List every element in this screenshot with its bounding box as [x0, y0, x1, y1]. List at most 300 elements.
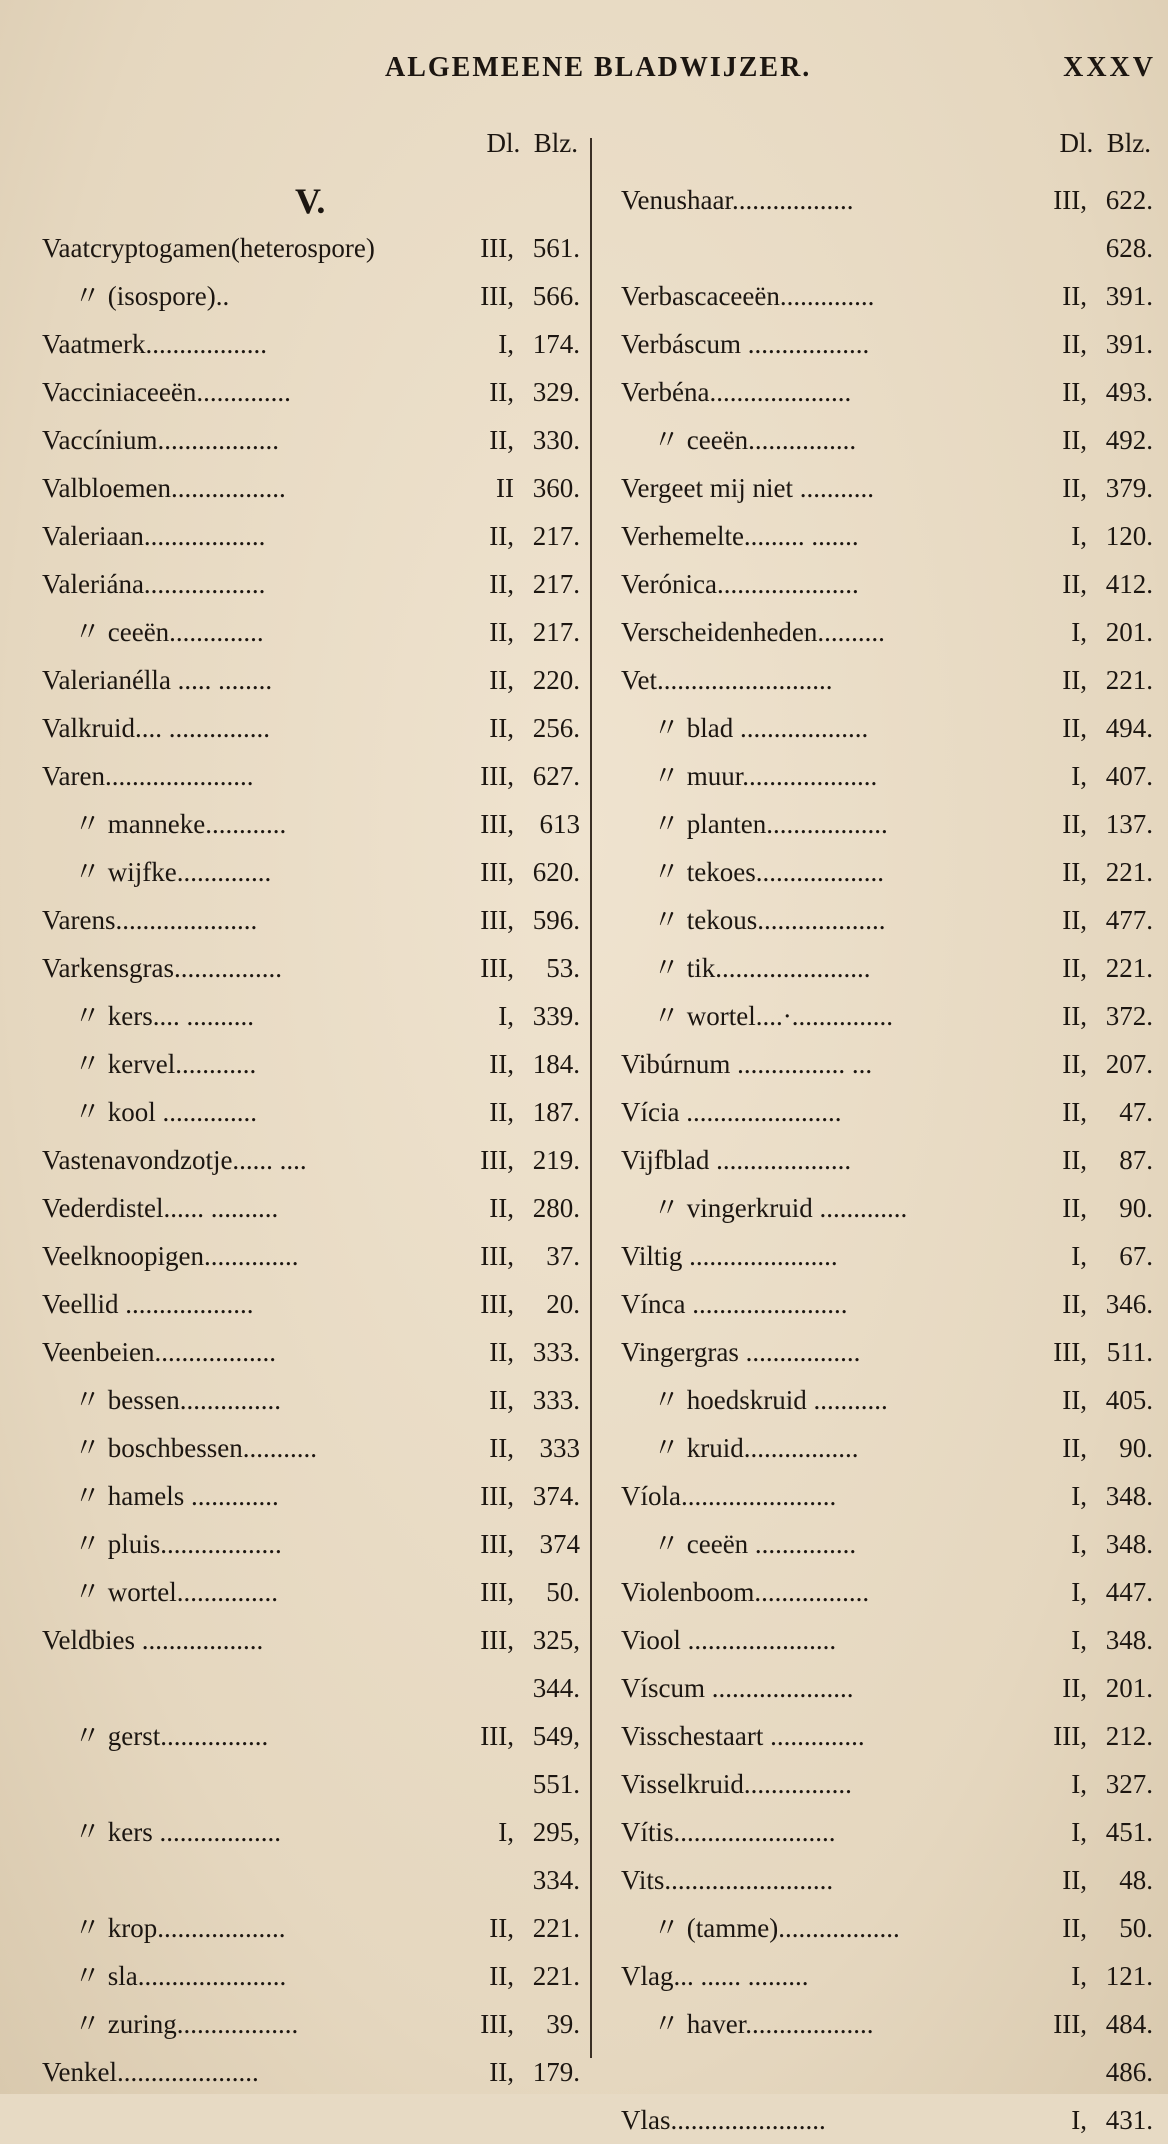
entry-volume: III,: [480, 1625, 514, 1655]
entry-term: Vaccínium..................: [42, 425, 279, 455]
entry-page: 346.: [1105, 1289, 1153, 1319]
entry-term: Vaatcryptogamen(heterospore): [42, 233, 375, 263]
entry-page: 613: [539, 809, 580, 839]
entry-page: 374.: [532, 1481, 580, 1511]
entry-page: 551.: [532, 1769, 580, 1799]
right-column: [621, 128, 1153, 2144]
index-subentry: [42, 1520, 580, 1568]
entry-page: 219.: [532, 1145, 580, 1175]
entry-page: 87.: [1119, 1145, 1153, 1175]
entry-volume: III,: [480, 809, 514, 839]
entry-term: 〃 kers ..................: [74, 1817, 281, 1847]
entry-volume: III,: [1053, 185, 1087, 215]
entry-page: 50.: [546, 1577, 580, 1607]
entry-volume: III,: [480, 1241, 514, 1271]
entry-page: 220.: [532, 665, 580, 695]
index-entry: [621, 608, 1153, 656]
entry-page: 492.: [1105, 425, 1153, 455]
index-entry: [42, 1136, 580, 1184]
entry-page: 137.: [1105, 809, 1153, 839]
entry-term: Viool ......................: [621, 1625, 837, 1655]
running-title: ALGEMEENE BLADWIJZER.: [385, 52, 812, 83]
entry-page: 451.: [1105, 1817, 1153, 1847]
entry-page: 48.: [1119, 1865, 1153, 1895]
index-subentry: [621, 848, 1153, 896]
entry-volume: II,: [1062, 1913, 1087, 1943]
section-spacer: [42, 176, 580, 224]
entry-volume: II,: [1062, 1049, 1087, 1079]
entry-volume: III,: [480, 1721, 514, 1751]
entry-page: 330.: [532, 425, 580, 455]
entry-page: 412.: [1105, 569, 1153, 599]
entry-page: 566.: [532, 281, 580, 311]
index-entry: [42, 320, 580, 368]
entry-volume: II,: [1062, 1001, 1087, 1031]
column-divider: [590, 138, 592, 2058]
entry-term: 〃 vingerkruid .............: [653, 1193, 908, 1223]
entry-volume: II,: [1062, 281, 1087, 311]
index-entry: [621, 1328, 1153, 1376]
entry-term: Varens.....................: [42, 905, 258, 935]
entry-term: 〃 kers.... ..........: [74, 1001, 254, 1031]
index-subentry: [621, 1424, 1153, 1472]
index-subentry: [621, 1520, 1153, 1568]
entry-page: 391.: [1105, 329, 1153, 359]
entry-page: 121.: [1105, 1961, 1153, 1991]
entry-term: Valerianélla ..... ........: [42, 665, 273, 695]
index-subentry: [42, 1808, 580, 1856]
entry-volume: II,: [489, 1961, 514, 1991]
index-entry: [621, 1760, 1153, 1808]
entry-volume: II,: [489, 1337, 514, 1367]
entry-volume: II,: [489, 1193, 514, 1223]
index-subentry: [42, 1040, 580, 1088]
entry-term: Veellid ...................: [42, 1289, 254, 1319]
entry-volume: II,: [489, 1097, 514, 1127]
entry-term: 〃 hoedskruid ...........: [653, 1385, 888, 1415]
entry-page: 50.: [1119, 1913, 1153, 1943]
entry-volume: III,: [1053, 1721, 1087, 1751]
entry-page: 90.: [1119, 1193, 1153, 1223]
entry-term: 〃 zuring..................: [74, 2009, 299, 2039]
entry-page: 217.: [532, 617, 580, 647]
index-entry: [42, 512, 580, 560]
entry-volume: II,: [489, 617, 514, 647]
entry-term: Veenbeien..................: [42, 1337, 276, 1367]
index-subentry: [621, 1904, 1153, 1952]
entry-page: 407.: [1105, 761, 1153, 791]
entry-volume: III,: [480, 2009, 514, 2039]
entry-term: 〃 ceeën..............: [74, 617, 264, 647]
entry-page: 174.: [532, 329, 580, 359]
entry-volume: I,: [1071, 1961, 1087, 1991]
entry-term: Vlas.......................: [621, 2105, 826, 2135]
entry-volume: III,: [480, 233, 514, 263]
entry-volume: II,: [1062, 569, 1087, 599]
entry-volume: II,: [1062, 1289, 1087, 1319]
entry-page: 221.: [1105, 857, 1153, 887]
entry-volume: II,: [489, 713, 514, 743]
entry-term: 〃 hamels .............: [74, 1481, 279, 1511]
entry-volume: I,: [498, 329, 514, 359]
entry-term: 〃 krop...................: [74, 1913, 286, 1943]
index-entry: [621, 176, 1153, 224]
entry-term: 〃 ceeën ...............: [653, 1529, 857, 1559]
index-entry: [42, 368, 580, 416]
index-entry: [621, 320, 1153, 368]
index-entry: [42, 656, 580, 704]
entry-page: 201.: [1105, 1673, 1153, 1703]
entry-term: 〃 wortel....·...............: [653, 1001, 893, 1031]
index-subentry: [42, 848, 580, 896]
entry-volume: I,: [1071, 1529, 1087, 1559]
index-entry: [621, 512, 1153, 560]
entry-page: 47.: [1119, 1097, 1153, 1127]
entry-page: 184.: [532, 1049, 580, 1079]
entry-volume: II,: [1062, 1097, 1087, 1127]
entry-volume: III,: [480, 761, 514, 791]
index-entry: [621, 464, 1153, 512]
entry-term: 〃 tik.......................: [653, 953, 871, 983]
entry-page: 622.: [1105, 185, 1153, 215]
entry-volume: I,: [1071, 1241, 1087, 1271]
entry-page: 511.: [1106, 1337, 1153, 1367]
index-subentry: [42, 992, 580, 1040]
index-subentry: [42, 608, 580, 656]
index-subentry: [621, 704, 1153, 752]
entry-term: Vijfblad ....................: [621, 1145, 852, 1175]
entry-volume: II,: [1062, 809, 1087, 839]
index-entry: [621, 1856, 1153, 1904]
index-subentry: [42, 1088, 580, 1136]
index-entry: [42, 464, 580, 512]
entry-volume: II,: [1062, 713, 1087, 743]
entry-term: 〃 bessen...............: [74, 1385, 281, 1415]
entry-volume: III,: [480, 281, 514, 311]
entry-term: Vits.........................: [621, 1865, 834, 1895]
entry-volume: I,: [1071, 761, 1087, 791]
entry-page: 339.: [532, 1001, 580, 1031]
entry-page: 486.: [1105, 2057, 1153, 2087]
entry-term: Verbéna.....................: [621, 377, 852, 407]
index-entry: [42, 1328, 580, 1376]
index-entry: [621, 1232, 1153, 1280]
entry-page: 334.: [532, 1865, 580, 1895]
index-subentry: [42, 1904, 580, 1952]
entry-volume: II,: [489, 569, 514, 599]
entry-volume: II,: [489, 665, 514, 695]
index-entry: [42, 2048, 580, 2096]
entry-page: 221.: [532, 1961, 580, 1991]
entry-page: 333.: [532, 1385, 580, 1415]
entry-page: 627.: [532, 761, 580, 791]
entry-page: 67.: [1119, 1241, 1153, 1271]
entry-term: Viltig ......................: [621, 1241, 838, 1271]
entry-volume: II,: [1062, 905, 1087, 935]
index-subentry: [42, 1472, 580, 1520]
index-entry: [621, 1040, 1153, 1088]
index-entry: [621, 1280, 1153, 1328]
index-entry-continuation: [621, 224, 1153, 272]
entry-volume: III,: [1053, 2009, 1087, 2039]
entry-volume: II,: [1062, 857, 1087, 887]
entry-term: Vaatmerk..................: [42, 329, 267, 359]
entry-term: Vet..........................: [621, 665, 833, 695]
entry-page: 348.: [1105, 1625, 1153, 1655]
entry-volume: I,: [1071, 521, 1087, 551]
index-subentry: [42, 1376, 580, 1424]
page-number: XXXV: [1063, 52, 1156, 83]
entry-page: 493.: [1105, 377, 1153, 407]
entry-term: 〃 wortel...............: [74, 1577, 278, 1607]
entry-volume: II,: [1062, 1673, 1087, 1703]
entry-term: Valeriaan..................: [42, 521, 266, 551]
volume-heading: Dl.: [1059, 128, 1094, 158]
entry-term: 〃 pluis..................: [74, 1529, 282, 1559]
section-letter: V.: [295, 181, 326, 221]
entry-term: 〃 sla......................: [74, 1961, 287, 1991]
entry-page: 295,: [532, 1817, 580, 1847]
entry-volume: II,: [1062, 329, 1087, 359]
entry-term: Veldbies ..................: [42, 1625, 264, 1655]
entry-page: 431.: [1105, 2105, 1153, 2135]
entry-term: 〃 kool ..............: [74, 1097, 258, 1127]
entry-page: 207.: [1105, 1049, 1153, 1079]
index-entry: [42, 944, 580, 992]
entry-term: Varkensgras................: [42, 953, 282, 983]
entry-volume: III,: [1053, 1337, 1087, 1367]
entry-term: Víscum .....................: [621, 1673, 854, 1703]
entry-term: Visselkruid................: [621, 1769, 852, 1799]
index-subentry: [42, 1568, 580, 1616]
entry-volume: I,: [1071, 1817, 1087, 1847]
entry-term: Violenboom.................: [621, 1577, 870, 1607]
entry-term: Verhemelte......... .......: [621, 521, 859, 551]
entry-term: Vingergras .................: [621, 1337, 861, 1367]
index-entry-continuation: [42, 1760, 580, 1808]
entry-page: 53.: [546, 953, 580, 983]
index-entry: [621, 560, 1153, 608]
entry-page: 327.: [1105, 1769, 1153, 1799]
entry-page: 256.: [532, 713, 580, 743]
page-heading: Blz.: [533, 128, 578, 158]
entry-volume: III,: [480, 1145, 514, 1175]
left-entries: [42, 224, 580, 2096]
entry-page: 212.: [1105, 1721, 1153, 1751]
index-entry: [621, 1472, 1153, 1520]
entry-page: 37.: [546, 1241, 580, 1271]
entry-volume: I,: [1071, 1625, 1087, 1655]
entry-page: 39.: [546, 2009, 580, 2039]
entry-term: Valeriána..................: [42, 569, 266, 599]
entry-term: Venkel.....................: [42, 2057, 259, 2087]
entry-term: 〃 kervel............: [74, 1049, 257, 1079]
entry-page: 333.: [532, 1337, 580, 1367]
index-subentry: [42, 2000, 580, 2048]
index-entry: [42, 1184, 580, 1232]
entry-term: Valbloemen.................: [42, 473, 286, 503]
index-entry: [621, 368, 1153, 416]
index-entry: [621, 1136, 1153, 1184]
entry-term: 〃 tekoes...................: [653, 857, 884, 887]
entry-term: 〃 haver...................: [653, 2009, 874, 2039]
entry-page: 344.: [532, 1673, 580, 1703]
entry-page: 620.: [532, 857, 580, 887]
index-subentry: [621, 896, 1153, 944]
entry-term: Vícia .......................: [621, 1097, 842, 1127]
entry-page: 179.: [532, 2057, 580, 2087]
entry-volume: III,: [480, 953, 514, 983]
entry-page: 477.: [1105, 905, 1153, 935]
entry-term: 〃 planten..................: [653, 809, 888, 839]
entry-volume: II,: [1062, 1145, 1087, 1175]
entry-volume: II,: [489, 521, 514, 551]
entry-volume: II: [496, 473, 514, 503]
index-entry: [621, 1664, 1153, 1712]
index-subentry: [42, 1424, 580, 1472]
entry-page: 391.: [1105, 281, 1153, 311]
index-entry: [621, 1568, 1153, 1616]
volume-heading: Dl.: [486, 128, 521, 158]
left-column-heading: [42, 128, 580, 176]
entry-term: Verbáscum ..................: [621, 329, 870, 359]
index-subentry: [621, 1376, 1153, 1424]
entry-page: 280.: [532, 1193, 580, 1223]
entry-volume: III,: [480, 1529, 514, 1559]
index-entry: [621, 272, 1153, 320]
index-entry: [42, 752, 580, 800]
index-entry: [621, 656, 1153, 704]
index-entry: [621, 1808, 1153, 1856]
entry-page: 325,: [532, 1625, 580, 1655]
entry-term: Veelknoopigen..............: [42, 1241, 299, 1271]
entry-page: 447.: [1105, 1577, 1153, 1607]
entry-term: 〃 gerst................: [74, 1721, 269, 1751]
right-entries: [621, 176, 1153, 2144]
entry-page: 549,: [532, 1721, 580, 1751]
index-subentry: [621, 416, 1153, 464]
index-subentry: [42, 800, 580, 848]
entry-volume: III,: [480, 1481, 514, 1511]
entry-volume: III,: [480, 905, 514, 935]
entry-volume: II,: [1062, 953, 1087, 983]
entry-volume: II,: [1062, 1865, 1087, 1895]
left-column: [42, 128, 580, 2096]
index-entry: [42, 704, 580, 752]
index-entry: [621, 1088, 1153, 1136]
entry-page: 217.: [532, 569, 580, 599]
entry-page: 596.: [532, 905, 580, 935]
index-subentry: [621, 992, 1153, 1040]
entry-page: 405.: [1105, 1385, 1153, 1415]
entry-page: 494.: [1105, 713, 1153, 743]
entry-page: 372.: [1105, 1001, 1153, 1031]
entry-term: 〃 (isospore)..: [74, 281, 230, 311]
entry-volume: II,: [1062, 1433, 1087, 1463]
index-entry: [621, 1616, 1153, 1664]
index-entry-continuation: [42, 1664, 580, 1712]
index-subentry: [621, 2000, 1153, 2048]
page-header: [0, 52, 1168, 92]
entry-page: 221.: [532, 1913, 580, 1943]
entry-page: 379.: [1105, 473, 1153, 503]
index-subentry: [42, 1712, 580, 1760]
entry-term: Víola.......................: [621, 1481, 837, 1511]
entry-volume: I,: [1071, 2105, 1087, 2135]
entry-term: Varen......................: [42, 761, 254, 791]
entry-volume: II,: [489, 1049, 514, 1079]
entry-term: 〃 ceeën................: [653, 425, 857, 455]
entry-page: 628.: [1105, 233, 1153, 263]
index-subentry: [42, 272, 580, 320]
entry-volume: II,: [1062, 377, 1087, 407]
entry-term: Vergeet mij niet ...........: [621, 473, 874, 503]
entry-term: Vacciniaceeën..............: [42, 377, 291, 407]
entry-page: 348.: [1105, 1529, 1153, 1559]
entry-volume: I,: [1071, 617, 1087, 647]
entry-volume: II,: [1062, 665, 1087, 695]
index-entry: [42, 1616, 580, 1664]
index-entry: [42, 224, 580, 272]
entry-term: Vlag... ...... .........: [621, 1961, 809, 1991]
entry-page: 561.: [532, 233, 580, 263]
entry-term: Verbascaceeën..............: [621, 281, 875, 311]
entry-term: 〃 blad ...................: [653, 713, 869, 743]
index-entry: [621, 1712, 1153, 1760]
entry-term: 〃 tekous...................: [653, 905, 886, 935]
entry-page: 374: [539, 1529, 580, 1559]
entry-term: Vibúrnum ................ ...: [621, 1049, 873, 1079]
entry-term: Visschestaart ..............: [621, 1721, 865, 1751]
index-entry: [42, 560, 580, 608]
entry-page: 484.: [1105, 2009, 1153, 2039]
entry-page: 221.: [1105, 665, 1153, 695]
index-entry: [621, 2096, 1153, 2144]
index-subentry: [621, 800, 1153, 848]
entry-volume: II,: [1062, 425, 1087, 455]
entry-term: 〃 (tamme)..................: [653, 1913, 900, 1943]
index-entry-continuation: [621, 2048, 1153, 2096]
index-subentry: [42, 1952, 580, 2000]
entry-page: 360.: [532, 473, 580, 503]
entry-page: 333: [539, 1433, 580, 1463]
entry-page: 187.: [532, 1097, 580, 1127]
entry-volume: III,: [480, 1289, 514, 1319]
entry-term: 〃 manneke............: [74, 809, 287, 839]
entry-term: 〃 wijfke..............: [74, 857, 272, 887]
index-entry: [42, 1232, 580, 1280]
entry-term: Verónica.....................: [621, 569, 859, 599]
entry-term: Vínca .......................: [621, 1289, 848, 1319]
index-entry: [42, 1280, 580, 1328]
entry-page: 20.: [546, 1289, 580, 1319]
entry-page: 348.: [1105, 1481, 1153, 1511]
entry-volume: III,: [480, 857, 514, 887]
index-subentry: [621, 944, 1153, 992]
entry-volume: III,: [480, 1577, 514, 1607]
entry-term: 〃 kruid.................: [653, 1433, 859, 1463]
entry-volume: II,: [489, 2057, 514, 2087]
entry-volume: II,: [489, 377, 514, 407]
entry-page: 217.: [532, 521, 580, 551]
entry-volume: II,: [1062, 1385, 1087, 1415]
index-subentry: [621, 752, 1153, 800]
entry-term: Valkruid.... ...............: [42, 713, 270, 743]
entry-page: 90.: [1119, 1433, 1153, 1463]
entry-term: Venushaar..................: [621, 185, 854, 215]
entry-volume: I,: [1071, 1769, 1087, 1799]
entry-volume: I,: [498, 1817, 514, 1847]
